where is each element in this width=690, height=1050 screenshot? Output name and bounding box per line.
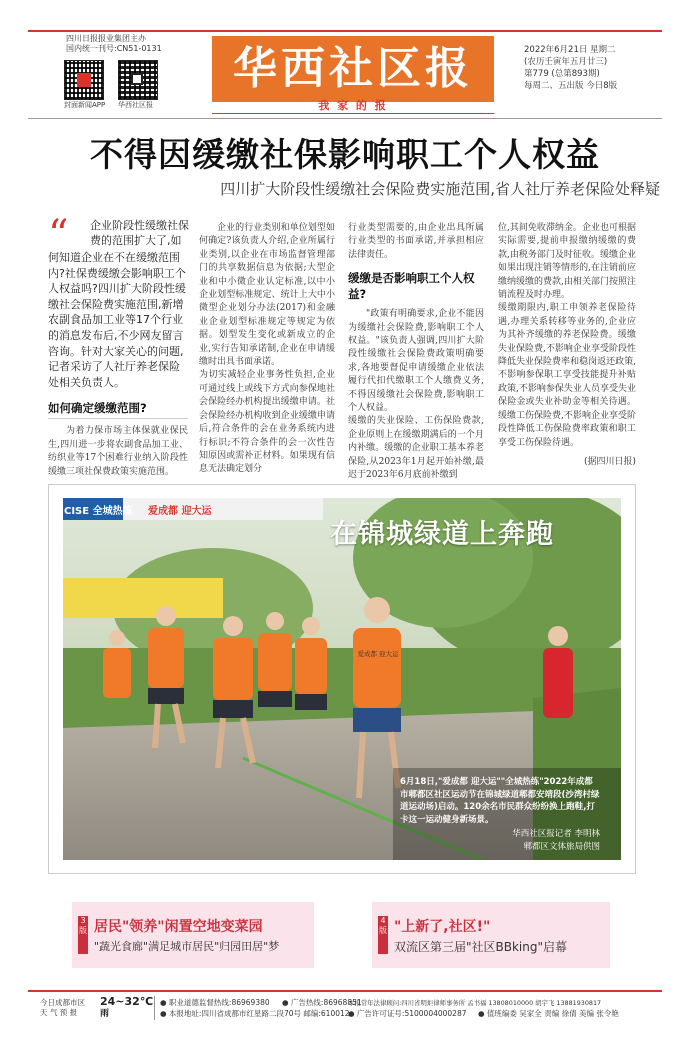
banner-right-text: 爱成都 迎大运 bbox=[148, 506, 212, 517]
photo-credit-source: 郫都区文体旅局供图 bbox=[523, 841, 600, 852]
lead-line-2: 费的范围扩大了,如 bbox=[90, 234, 182, 247]
footer-legal: 本报常年法律顾问:四川省明炬律师事务所 孟书福 13808010000 胡宇飞 13881930817 bbox=[348, 999, 602, 1007]
weather-condition: 雨 bbox=[100, 1009, 110, 1019]
article-column-2: 企业的行业类别和单位划型如何确定?该负责人介绍,企业所属行业类别,以企业在市场监督管理部门的共享数据信息为依据;大型企业和中小微企业认定标准,以中小企业划型标准规定、统计上大中小微型企业划分办法(2017)和金融业企业划型标准规定等规定为依据。划型发生变化或新成立的企业,实行告知承诺制,企业在申请缓缴时出具书面承诺。 为切实减轻企业事务性负担,企业可通过线上或线下方式向参保地社会保险经办机构提出缓缴申请。社会保险经办机构收到企业缓缴申请后,符合条件的会在业务系统内进行标识;不符合条件的会一次性告知原因或需补正材料。如果现有信息无法确定划分 bbox=[199, 223, 335, 475]
footer-ad-license: ● 广告许可证号:5100004000287 bbox=[348, 1009, 467, 1018]
temperature: 24~32℃ bbox=[100, 995, 154, 1008]
weather-label-line2: 天 气 预 报 bbox=[40, 1008, 78, 1017]
article-column-1 bbox=[48, 212, 189, 479]
teaser-3-page-badge: 3版 bbox=[78, 916, 88, 954]
qr2-caption: 华西社区报 bbox=[118, 101, 153, 109]
section-title-rights: 缓缴是否影响职工个人权益? bbox=[348, 271, 475, 302]
footer-editors: ● 值班编委 吴家全 责编 徐倩 美编 张令艳 bbox=[478, 1009, 619, 1018]
masthead-slogan: 我 家 的 报 bbox=[318, 99, 388, 112]
footer-rule bbox=[28, 990, 662, 992]
article-column-3 bbox=[348, 222, 484, 483]
issue-number: 第779 (总第893期) bbox=[524, 69, 600, 79]
quote-mark-icon: “ bbox=[48, 212, 69, 258]
weather-forecast bbox=[100, 996, 153, 1020]
teaser-4-page-badge: 4版 bbox=[378, 916, 388, 954]
issue-lunar-date: (农历壬寅年五月廿三) bbox=[524, 57, 608, 67]
runner-bib: 爱成都 迎大运 bbox=[357, 650, 399, 658]
col1-body: 为着力保市场主体保就业保民生,四川进一步将农副食品加工业、纺织业等17个困难行业纳入阶段性缓缴三项社保费政策实施范围。 bbox=[48, 426, 188, 477]
publisher-info bbox=[66, 34, 162, 54]
photo-credit-reporter: 华西社区报记者 李明林 bbox=[512, 829, 600, 839]
sub-headline: 四川扩大阶段性缓缴社会保险费实施范围,省人社厅养老保险处释疑 bbox=[220, 180, 660, 198]
masthead-bottom-rule bbox=[28, 118, 662, 119]
col3-body: "政策有明确要求,企业不能因为缓缴社会保险费,影响职工个人权益。"该负责人强调,四川扩大阶段性缓缴社会保险费政策明确要求,各地要督促申请缓缴企业依法履行代扣代缴职工个人缴费义务,不得因缓缴社会保险费,影响职工个人权益。 缓缴的失业保险、工伤保险费款,企业原则上在缓缴期满后的一个月内补缴。缓缴的企业职工基本养老保险,从2023年1月起开始补缴,最迟于2023年6月底前补缴到 bbox=[348, 309, 484, 481]
qr-code-app[interactable] bbox=[64, 60, 105, 110]
col4-body: 位,其间免收滞纳金。企业也可根据实际需要,提前申报缴纳缓缴的费款,由税务部门及时征收。缓缴企业如果出现注销等情形的,在注销前应缴纳缓缴的费款,由相关部门按照注销流程及时办理。 缓缴期限内,职工申领养老保险待遇,办理关系转移等业务的,企业应为其补齐缓缴的养老保险费。缓缴失业保险费,不影响企业享受阶段性降低失业保险费率和稳岗返还政策,不影响参保职工享受技能提升补贴政策,不影响参保失业人员享受失业保险金或失业补助金等相关待遇。缓缴工伤保险费,不影响企业享受阶段性降低工伤保险费率政策和职工享受工伤保险待遇。 bbox=[498, 223, 636, 448]
footer-address: ● 本报地址:四川省成都市红星路二段70号 邮编:610012 bbox=[160, 1009, 350, 1018]
issue-date: 2022年6月21日 星期二 bbox=[524, 45, 616, 55]
photo-title: 在锦城绿道上奔跑 bbox=[330, 519, 554, 550]
teaser-4-subtitle: 双流区第三届"社区BBking"启幕 bbox=[394, 940, 568, 954]
qr-code-paper[interactable] bbox=[118, 60, 158, 110]
footer-contact-1: ● 职业道德监督热线:86969380 bbox=[160, 998, 270, 1007]
teaser-3-title: 居民"领养"闲置空地变菜园 bbox=[94, 919, 263, 935]
article-source: (据四川日报) bbox=[583, 456, 636, 467]
main-headline: 不得因缓缴社保影响职工个人权益 bbox=[90, 135, 600, 174]
app-logo-icon bbox=[77, 73, 91, 87]
publisher-label: 四川日报报业集团主办 bbox=[66, 34, 146, 43]
footer-contact-2: ● 广告热线:86968851 bbox=[282, 998, 362, 1007]
issue-schedule: 每周二、五出版 今日8版 bbox=[524, 81, 618, 91]
photo-caption bbox=[400, 776, 600, 853]
masthead-top-rule bbox=[28, 30, 662, 32]
weather-label-line1: 今日成都市区 bbox=[40, 998, 85, 1007]
issn-label: 国内统一刊号:CN51-0131 bbox=[66, 44, 162, 53]
qr1-caption: 封面新闻APP bbox=[64, 101, 106, 109]
teaser-page-4[interactable] bbox=[372, 902, 610, 968]
weather-label bbox=[40, 998, 85, 1018]
section-title-scope: 如何确定缓缴范围? bbox=[48, 400, 188, 419]
caption-text: 6月18日,"爱成都 迎大运""全城热练"2022年成都市郫都区社区运动节在锦城绿道郫都安靖段(沙湾村绿道运动场)启动。120余名市民群众纷纷换上跑鞋,打卡这一运动健身新场景。 bbox=[400, 777, 600, 825]
footer-divider bbox=[154, 996, 155, 1020]
masthead-title: 华西社区报 bbox=[233, 43, 473, 94]
article-column-4 bbox=[498, 222, 636, 467]
teaser-page-3[interactable] bbox=[72, 902, 314, 968]
teaser-4-title: "上新了,社区!" bbox=[394, 919, 491, 935]
slogan-rule bbox=[212, 113, 494, 114]
teaser-3-subtitle: "蔬光食廊"满足城市居民"归园田居"梦 bbox=[94, 940, 280, 953]
banner-left-text: CISE 全城热练 bbox=[64, 506, 133, 517]
paper-logo-icon bbox=[131, 73, 143, 85]
side-banner bbox=[63, 578, 223, 618]
issue-info bbox=[524, 44, 674, 92]
lead-paragraph: 何知道企业在不在缓缴范围内?社保费缓缴会影响职工个人权益吗?四川扩大阶段性缓缴社会保险费实施范围,新增农副食品加工业等17个行业的消息发布后,不少网友留言咨询。针对大家关心的问题,记者采访了人社厅养老保险处相关负责人。 bbox=[48, 251, 186, 389]
col3-top: 行业类型需要的,由企业出具所属行业类型的书面承诺,并承担相应法律责任。 bbox=[348, 223, 484, 260]
lead-line-1: 企业阶段性缓缴社保 bbox=[90, 219, 189, 232]
